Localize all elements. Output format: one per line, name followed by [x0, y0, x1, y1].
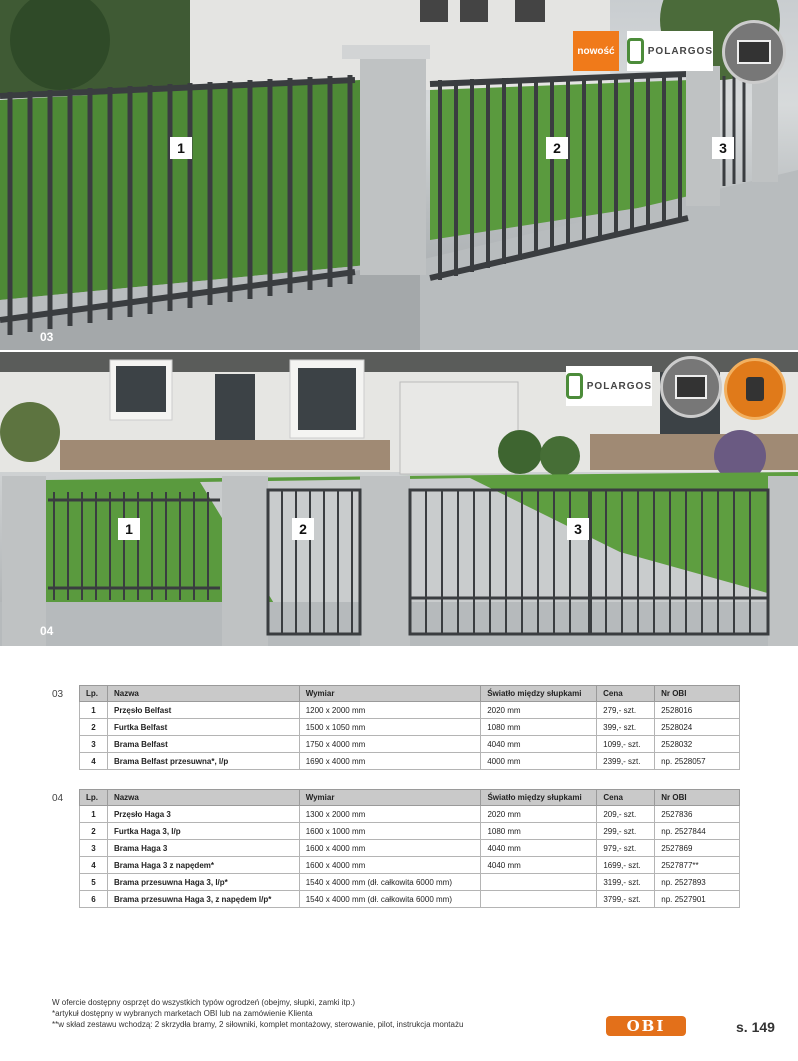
- obi-logo: OBI: [606, 1016, 686, 1036]
- table-cell: Brama Belfast: [107, 736, 299, 753]
- table-cell: 6: [80, 891, 108, 908]
- table-cell: 1690 x 4000 mm: [299, 753, 481, 770]
- footnotes: [52, 997, 463, 1030]
- warranty-seal-icon: [722, 20, 786, 84]
- table-cell: 1099,- szt.: [597, 736, 655, 753]
- column-header: Nr OBI: [655, 790, 740, 806]
- table-cell: [481, 874, 597, 891]
- table-cell: 1540 x 4000 mm (dł. całkowita 6000 mm): [299, 891, 481, 908]
- photo2-label: 04: [40, 624, 54, 638]
- table-cell: 2527869: [655, 840, 740, 857]
- table-cell: Przęsło Haga 3: [107, 806, 299, 823]
- column-header: Cena: [597, 790, 655, 806]
- polargos-logo-2: [566, 366, 652, 406]
- new-badge: nowość: [573, 31, 619, 71]
- column-header: Nr OBI: [655, 686, 740, 702]
- photo2-badge-1: 1: [118, 518, 140, 540]
- warranty-seal-icon-2: [660, 356, 722, 418]
- section-03-number: 03: [52, 689, 64, 700]
- table-cell: Brama przesuwna Haga 3, l/p*: [107, 874, 299, 891]
- table-cell: 2528016: [655, 702, 740, 719]
- photo1-badge-1: 1: [170, 137, 192, 159]
- polargos-logo-icon-2: [566, 373, 583, 399]
- polargos-logo-text: POLARGOS: [647, 45, 713, 57]
- table-row: [80, 719, 740, 736]
- table-cell: np. 2527844: [655, 823, 740, 840]
- table-cell: np. 2527901: [655, 891, 740, 908]
- table-row: [80, 702, 740, 719]
- photo1-badge-2: 2: [546, 137, 568, 159]
- footnote-line: *artykuł dostępny w wybranych marketach OBI lub na zamówienie Klienta: [52, 1009, 313, 1018]
- table-cell: 209,- szt.: [597, 806, 655, 823]
- column-header: Lp.: [80, 686, 108, 702]
- table-cell: 279,- szt.: [597, 702, 655, 719]
- section-04-number: 04: [52, 793, 64, 804]
- table-cell: 4000 mm: [481, 753, 597, 770]
- polargos-logo: [627, 31, 713, 71]
- table-cell: 3199,- szt.: [597, 874, 655, 891]
- table-cell: 4040 mm: [481, 857, 597, 874]
- table-cell: Brama Belfast przesuwna*, l/p: [107, 753, 299, 770]
- table-cell: 1699,- szt.: [597, 857, 655, 874]
- table-cell: 2527877**: [655, 857, 740, 874]
- photo-haga: [0, 352, 798, 646]
- table-cell: Brama Haga 3: [107, 840, 299, 857]
- column-header: Światło między słupkami: [481, 686, 597, 702]
- gate-motor-gear-icon: [724, 358, 786, 420]
- column-header: Wymiar: [299, 686, 481, 702]
- column-header: Wymiar: [299, 790, 481, 806]
- table-cell: Brama przesuwna Haga 3, z napędem l/p*: [107, 891, 299, 908]
- table-cell: 2528024: [655, 719, 740, 736]
- table-row: [80, 823, 740, 840]
- polargos-logo-text-2: POLARGOS: [586, 380, 652, 392]
- column-header: Lp.: [80, 790, 108, 806]
- photo-belfast: [0, 0, 798, 350]
- table-cell: 1200 x 2000 mm: [299, 702, 481, 719]
- table-row: [80, 736, 740, 753]
- table-cell: 3799,- szt.: [597, 891, 655, 908]
- table-cell: 1080 mm: [481, 823, 597, 840]
- table-row: [80, 857, 740, 874]
- footnote-line: **w skład zestawu wchodzą: 2 skrzydła bramy, 2 siłowniki, komplet montażowy, sterowanie, pilot, instrukcja montażu: [52, 1020, 464, 1029]
- table-cell: 3: [80, 736, 108, 753]
- table-cell: 2020 mm: [481, 702, 597, 719]
- table-row: [80, 806, 740, 823]
- column-header: Nazwa: [107, 790, 299, 806]
- table-cell: 4040 mm: [481, 840, 597, 857]
- table-cell: 1300 x 2000 mm: [299, 806, 481, 823]
- table-cell: np. 2528057: [655, 753, 740, 770]
- table-row: [80, 753, 740, 770]
- table-cell: 4: [80, 857, 108, 874]
- warranty-seal-inner-2: [675, 375, 707, 399]
- table-cell: 1600 x 1000 mm: [299, 823, 481, 840]
- table-row: [80, 891, 740, 908]
- table-cell: Przęsło Belfast: [107, 702, 299, 719]
- photo2-badge-3: 3: [567, 518, 589, 540]
- table-row: [80, 874, 740, 891]
- table-header-row: [80, 686, 740, 702]
- table-cell: 4: [80, 753, 108, 770]
- table-cell: 1600 x 4000 mm: [299, 857, 481, 874]
- polargos-logo-icon: [627, 38, 644, 64]
- spec-table-haga: [79, 789, 740, 908]
- table-header-row: [80, 790, 740, 806]
- table-cell: 2: [80, 719, 108, 736]
- table-cell: Furtka Haga 3, l/p: [107, 823, 299, 840]
- table-cell: 399,- szt.: [597, 719, 655, 736]
- table-row: [80, 840, 740, 857]
- table-cell: Furtka Belfast: [107, 719, 299, 736]
- table-cell: 1750 x 4000 mm: [299, 736, 481, 753]
- table-cell: 1540 x 4000 mm (dł. całkowita 6000 mm): [299, 874, 481, 891]
- table-cell: 299,- szt.: [597, 823, 655, 840]
- footnote-line: W ofercie dostępny osprzęt do wszystkich typów ogrodzeń (obejmy, słupki, zamki itp.): [52, 998, 356, 1007]
- photo1-label: 03: [40, 330, 54, 344]
- table-cell: 1500 x 1050 mm: [299, 719, 481, 736]
- table-cell: 3: [80, 840, 108, 857]
- warranty-seal-inner: [737, 40, 771, 64]
- table-cell: 1: [80, 702, 108, 719]
- table-cell: 979,- szt.: [597, 840, 655, 857]
- table-cell: 2399,- szt.: [597, 753, 655, 770]
- photo2-badge-2: 2: [292, 518, 314, 540]
- table-cell: 1080 mm: [481, 719, 597, 736]
- table-cell: 4040 mm: [481, 736, 597, 753]
- table-cell: 2020 mm: [481, 806, 597, 823]
- table-cell: 2528032: [655, 736, 740, 753]
- column-header: Światło między słupkami: [481, 790, 597, 806]
- table-cell: 1600 x 4000 mm: [299, 840, 481, 857]
- table-cell: [481, 891, 597, 908]
- table-cell: 5: [80, 874, 108, 891]
- table-cell: np. 2527893: [655, 874, 740, 891]
- column-header: Cena: [597, 686, 655, 702]
- spec-table-belfast: [79, 685, 740, 770]
- column-header: Nazwa: [107, 686, 299, 702]
- photo1-badge-3: 3: [712, 137, 734, 159]
- page-number: s. 149: [736, 1019, 775, 1035]
- table-cell: 1: [80, 806, 108, 823]
- table-cell: 2527836: [655, 806, 740, 823]
- table-cell: 2: [80, 823, 108, 840]
- gate-motor-remote-icon: [746, 377, 764, 401]
- table-cell: Brama Haga 3 z napędem*: [107, 857, 299, 874]
